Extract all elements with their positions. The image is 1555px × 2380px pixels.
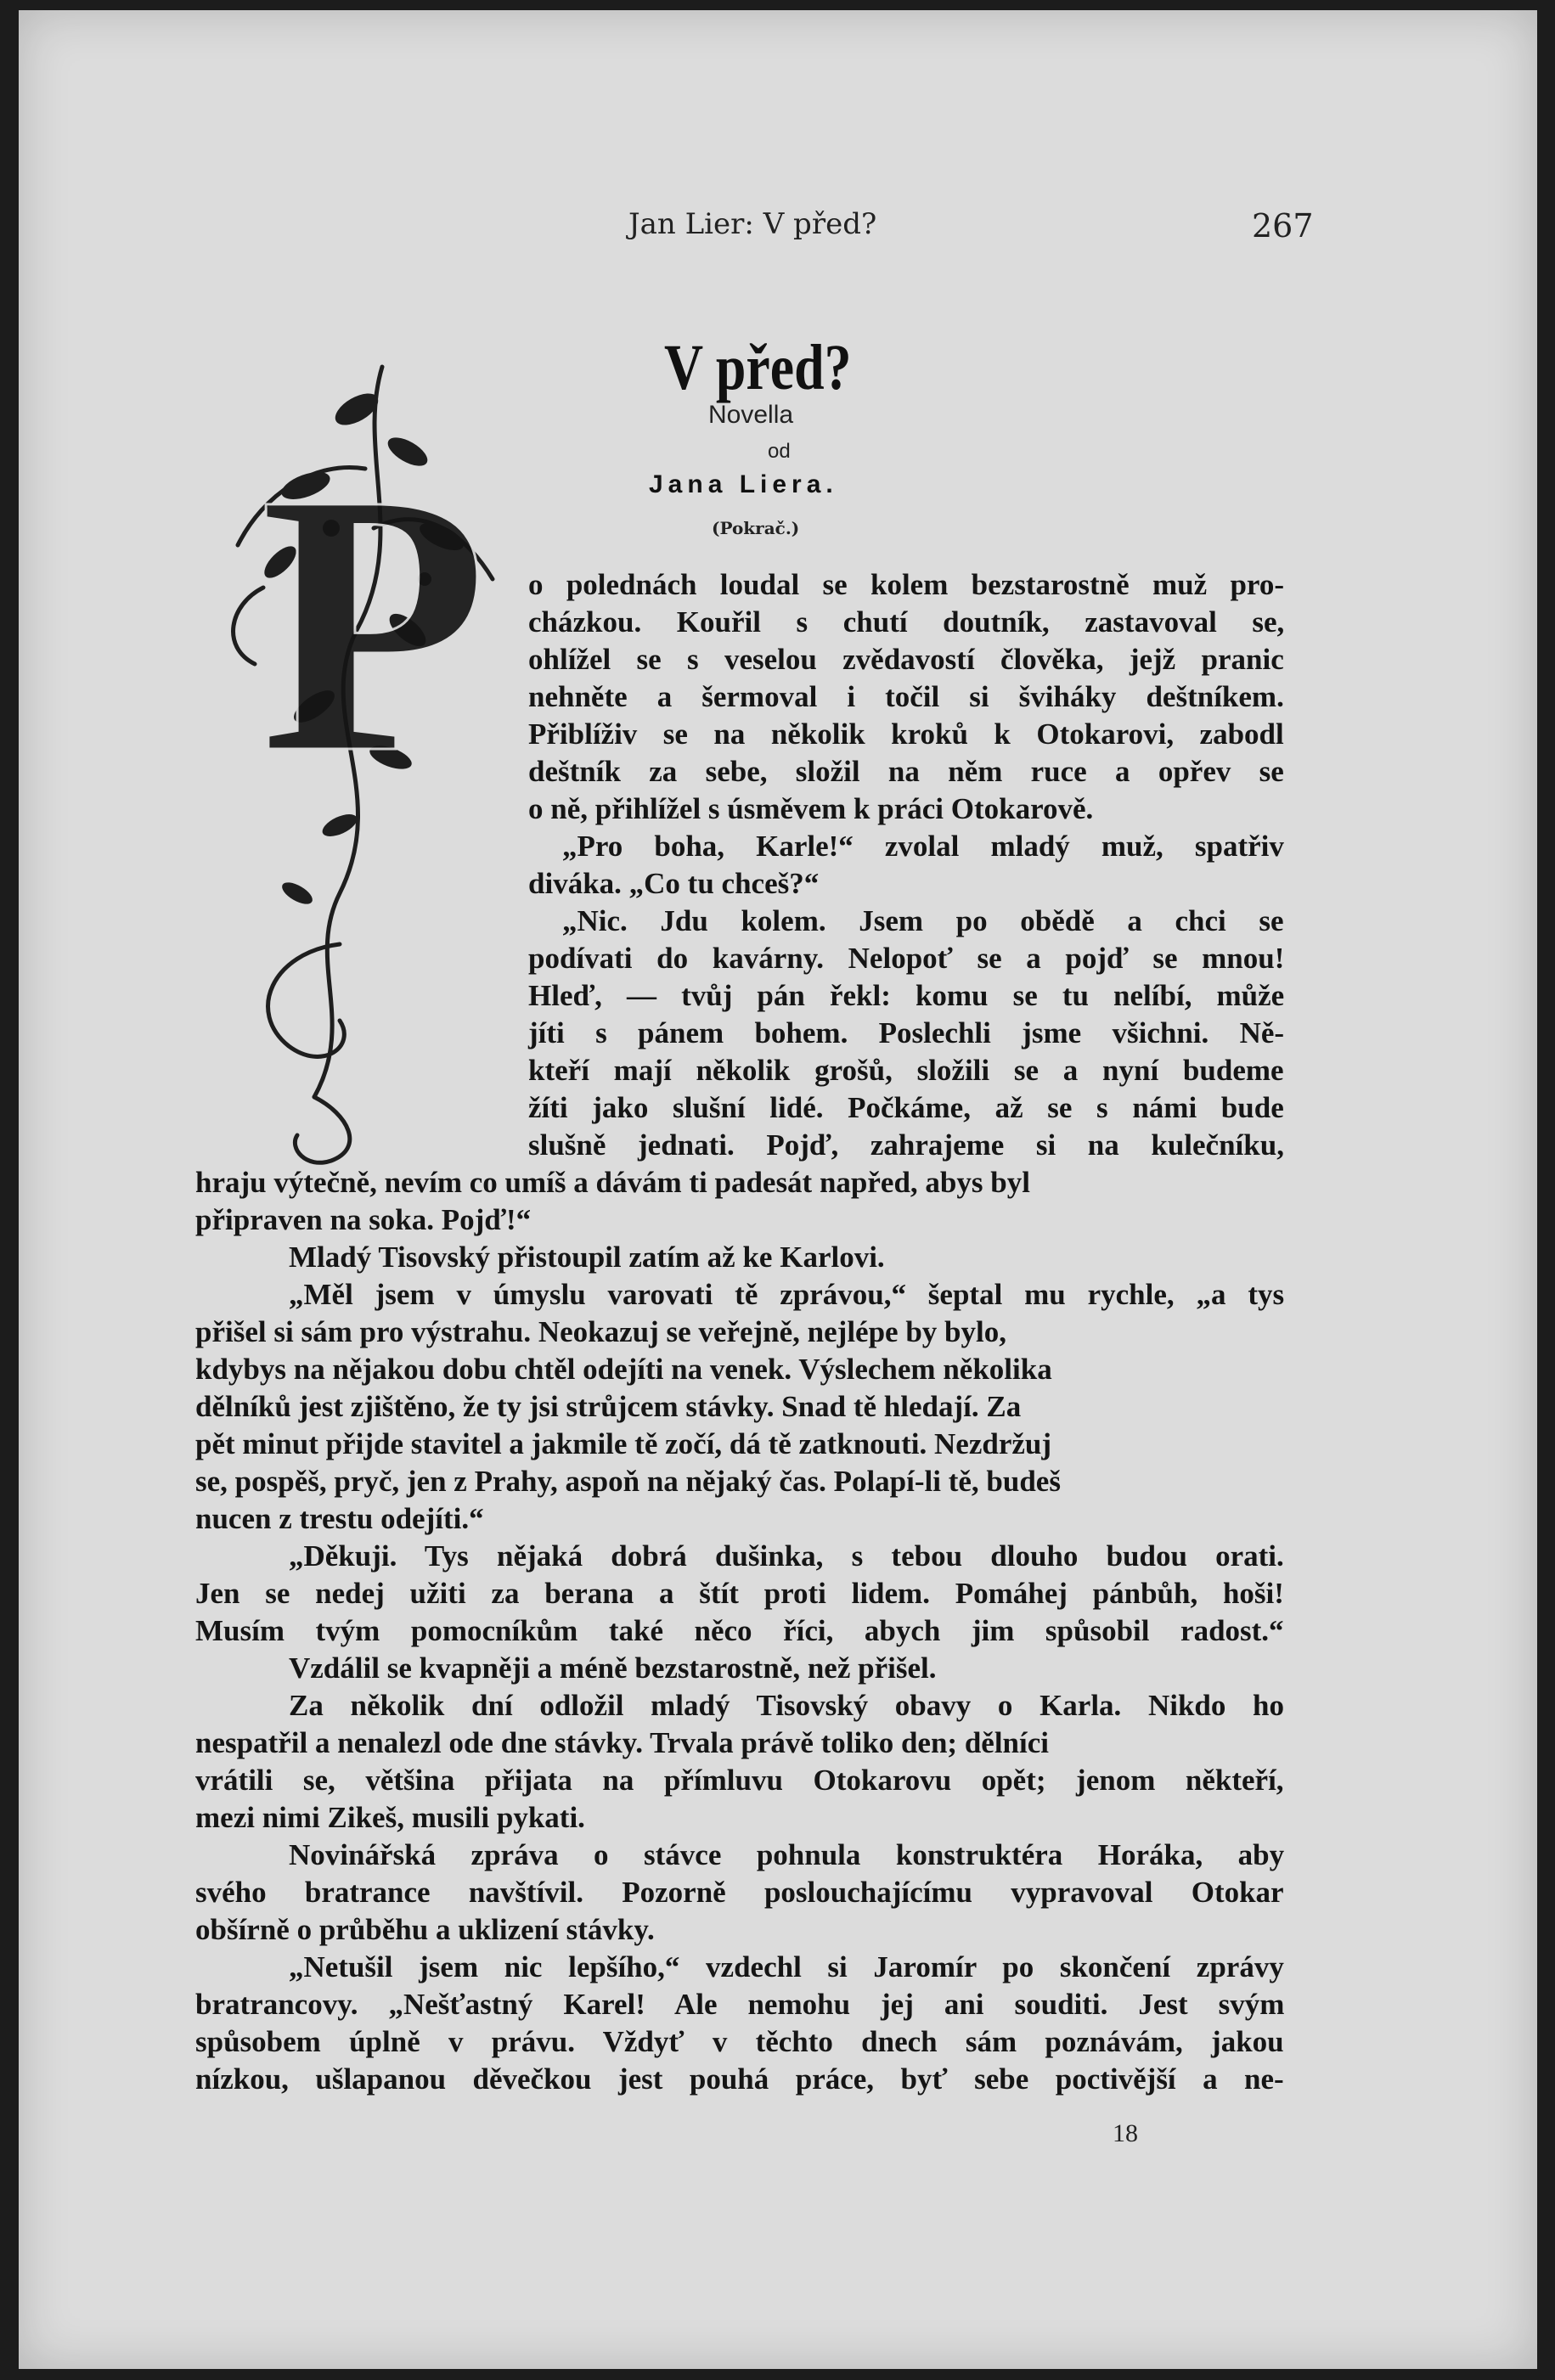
text-line: obšírně o průběhu a uklizení stávky. <box>195 1913 655 1946</box>
ornamental-initial-letter <box>212 350 518 1165</box>
text-line: slušně jednati. Pojď, zahrajeme si na kulečníku, <box>528 1128 1284 1162</box>
text-line: „Nic. Jdu kolem. Jsem po obědě a chci se <box>562 904 1284 937</box>
text-line: nespatřil a nenalezl ode dne stávky. Trvala právě toliko den; dělníci <box>195 1726 1050 1759</box>
text-line: jíti s pánem bohem. Poslechli jsme všichni. Ně- <box>528 1016 1285 1049</box>
page-number: 267 <box>1252 207 1314 245</box>
text-line: Mladý Tisovský přistoupil zatím až ke Karlovi. <box>289 1241 885 1274</box>
printer-signature-mark: 18 <box>1113 2119 1138 2147</box>
text-line: připraven na soka. Pojď!“ <box>195 1203 532 1236</box>
text-line: žíti jako slušní lidé. Počkáme, až se s námi bude <box>528 1091 1284 1124</box>
text-line: kteří mají několik grošů, složili se a nyní budeme <box>528 1054 1284 1087</box>
article-subtitle: Novella <box>708 401 794 429</box>
page <box>19 10 1537 2369</box>
text-line: Novinářská zpráva o stávce pohnula konstruktéra Horáka, aby <box>289 1838 1285 1871</box>
text-line: „Měl jsem v úmyslu varovati tě zprávou,“ šeptal mu rychle, „a tys <box>289 1278 1285 1311</box>
continuation-note: (Pokrač.) <box>712 518 800 538</box>
initial-letter-p: P <box>259 417 488 830</box>
text-line: deštník za sebe, složil na něm ruce a opřev se <box>528 755 1284 788</box>
text-line: podívati do kavárny. Nelopoť se a pojď se mnou! <box>528 942 1285 975</box>
article-title: V před? <box>664 332 852 403</box>
text-line: se, pospěš, pryč, jen z Prahy, aspoň na nějaký čas. Polapí-li tě, budeš <box>195 1465 1061 1498</box>
text-line: „Děkuji. Tys nějaká dobrá dušinka, s tebou dlouho budou orati. <box>289 1539 1284 1573</box>
text-line: diváka. „Co tu chceš?“ <box>528 867 820 900</box>
text-line: Jen se nedej užiti za berana a štít proti lidem. Pomáhej pánbůh, hoši! <box>195 1577 1284 1610</box>
text-line: spůsobem úplně v právu. Vždyť v těchto dnech sám poznávám, jakou <box>195 2025 1284 2058</box>
text-line: „Pro boha, Karle!“ zvolal mladý muž, spatřiv <box>562 830 1284 863</box>
text-line: pět minut přijde stavitel a jakmile tě zočí, dá tě zatknouti. Nezdržuj <box>195 1427 1052 1460</box>
text-line: Za několik dní odložil mladý Tisovský obavy o Karla. Nikdo ho <box>289 1689 1285 1722</box>
text-line: nehněte a šermoval i točil si šviháky deštníkem. <box>528 680 1284 713</box>
text-line: kdybys na nějakou dobu chtěl odejíti na venek. Výslechem několika <box>195 1353 1052 1386</box>
text-line: ohlížel se s veselou zvědavostí člověka, jejž pranic <box>528 643 1284 676</box>
text-line: cházkou. Kouřil s chutí doutník, zastavoval se, <box>528 605 1285 639</box>
text-line: dělníků jest zjištěno, že ty jsi strůjcem stávky. Snad tě hledají. Za <box>195 1390 1022 1423</box>
text-line: Přiblíživ se na několik kroků k Otokarovi, zabodl <box>528 717 1284 751</box>
author-name: Jana Liera. <box>649 470 838 498</box>
text-line: bratrancovy. „Nešťastný Karel! Ale nemohu jej ani souditi. Jest svým <box>195 1988 1285 2021</box>
text-line: svého bratrance navštívil. Pozorně poslouchajícímu vypravoval Otokar <box>195 1876 1284 1909</box>
running-header: Jan Lier: V před? <box>628 207 877 241</box>
text-line: vrátili se, většina přijata na přímluvu Otokarovu opět; jenom někteří, <box>195 1764 1284 1797</box>
text-line: hraju výtečně, nevím co umíš a dávám ti padesát napřed, abys byl <box>195 1166 1030 1199</box>
text-line: nucen z trestu odejíti.“ <box>195 1502 484 1535</box>
text-line: Vzdálil se kvapněji a méně bezstarostně, než přišel. <box>289 1651 937 1685</box>
text-line: nízkou, ušlapanou děvečkou jest pouhá práce, byť sebe poctivější a ne- <box>195 2062 1284 2096</box>
byline-preposition: od <box>768 440 791 463</box>
text-line: „Netušil jsem nic lepšího,“ vzdechl si Jaromír po skončení zprávy <box>289 1950 1284 1983</box>
text-line: mezi nimi Zikeš, musili pykati. <box>195 1801 585 1834</box>
text-line: Hleď, — tvůj pán řekl: komu se tu nelíbí, může <box>528 979 1285 1012</box>
text-line: o ně, přihlížel s úsměvem k práci Otokarově. <box>528 792 1094 825</box>
text-line: přišel si sám pro výstrahu. Neokazuj se veřejně, nejlépe by bylo, <box>195 1315 1006 1348</box>
vine-curl-bottom <box>295 1097 349 1162</box>
text-line: o polednách loudal se kolem bezstarostně muž pro- <box>528 568 1284 601</box>
text-line: Musím tvým pomocníkům také něco říci, abych jim spůsobil radost.“ <box>195 1614 1284 1647</box>
